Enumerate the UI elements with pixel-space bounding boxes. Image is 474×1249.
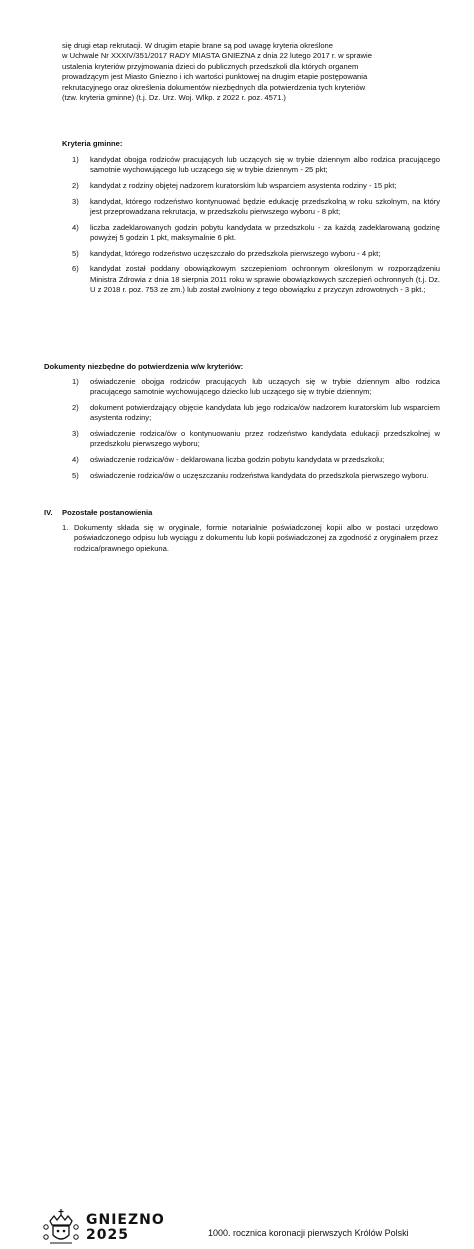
item-text: oświadczenie rodzica/ów o uczęszczaniu rodzeństwa kandydata do przedszkola pierwszego wyboru. <box>90 470 429 480</box>
list-item <box>62 264 440 295</box>
item-number: 3) <box>72 429 79 438</box>
item-number: 3) <box>72 196 79 206</box>
item-number: 2) <box>72 181 79 190</box>
item-number: 1. <box>62 523 69 532</box>
logo-line2: 2025 <box>86 1227 129 1243</box>
item-text: oświadczenie obojga rodziców pracujących lub uczących się w trybie dziennym albo rodzica pracującego samotnie wychowującego dziecko lub uczącego się w trybie dziennym; <box>90 377 440 397</box>
list-item <box>62 155 440 176</box>
section-number: IV. <box>44 508 53 517</box>
item-text: oświadczenie rodzica/ów o kontynuowaniu przez rodzeństwo kandydata edukacji przedszkolnej w przedszkolu pierwszego wyboru; <box>90 429 440 449</box>
item-text: kandydat obojga rodziców pracujących lub uczących się w trybie dziennym albo rodzica pracującego samotnie wychowującego lub uczącego się w trybie dziennym - 25 pkt; <box>90 155 440 175</box>
list-item <box>62 181 440 191</box>
documents-list <box>62 377 440 486</box>
documents-heading: Dokumenty niezbędne do potwierdzenia w/w kryteriów: <box>44 362 244 371</box>
list-item <box>62 455 440 465</box>
section-heading <box>44 508 152 518</box>
item-number: 5) <box>72 470 79 480</box>
list-item <box>62 249 440 259</box>
intro-line: w Uchwale Nr XXXIV/351/2017 RADY MIASTA GNIEZNA z dnia 22 lutego 2017 r. w sprawie <box>62 51 372 61</box>
item-text: kandydat z rodziny objętej nadzorem kuratorskim lub wsparciem asystenta rodziny - 15 pkt; <box>90 181 397 190</box>
logo-line1: GNIEZNO <box>86 1212 165 1228</box>
item-number: 5) <box>72 248 79 258</box>
list-item <box>62 197 440 218</box>
list-item <box>62 523 438 554</box>
item-number: 2) <box>72 403 79 412</box>
section-list <box>62 523 438 554</box>
item-number: 4) <box>72 455 79 464</box>
list-item <box>62 403 440 424</box>
section-title: Pozostałe postanowienia <box>62 508 153 517</box>
item-text: kandydat został poddany obowiązkowym szczepieniom ochronnym określonym w rozporządzeniu Ministra Zdrowia z dnia 18 sierpnia 2011 roku w sprawie obowiązkowych szczepień ochronnych (t.j. Dz. U z 2018 r. poz. 753 ze zm.) lub został zwolniony z tego obowiązku z przyczyn zdrowotnych - 3 pkt.; <box>90 264 440 294</box>
item-text: liczba zadeklarowanych godzin pobytu kandydata w przedszkolu - za każdą zadeklarowaną godzinę powyżej 5 godzin 1 pkt, maksymalnie 6 pkt. <box>90 222 440 242</box>
item-number: 1) <box>72 155 79 164</box>
item-number: 6) <box>72 264 79 274</box>
page-footer <box>0 600 474 1243</box>
logo-wordmark <box>86 1213 165 1243</box>
criteria-list <box>62 155 440 301</box>
intro-line: rekrutacyjnego oraz określenia dokumentów niezbędnych dla potwierdzenia tych kryteriów <box>62 82 366 92</box>
item-text: kandydat, którego rodzeństwo kontynuować będzie edukację przedszkolną w roku szkolnym, na który jest przeprowadzana rekrutacja, w przedszkolu pierwszego wyboru - 8 pkt; <box>90 196 440 216</box>
item-number: 4) <box>72 222 79 232</box>
item-number: 1) <box>72 377 79 386</box>
intro-line: ustalenia kryteriów przyjmowania dzieci do publicznych przedszkoli dla których organem <box>62 61 359 71</box>
intro-paragraph <box>62 41 438 103</box>
list-item <box>62 429 440 450</box>
criteria-heading: Kryteria gminne: <box>62 139 123 148</box>
list-item <box>62 377 440 398</box>
item-text: oświadczenie rodzica/ów - deklarowana liczba godzin pobytu kandydata w przedszkolu; <box>90 455 385 464</box>
item-text: dokument potwierdzający objęcie kandydata lub jego rodzica/ów nadzorem kuratorskim lub wsparciem asystenta rodziny; <box>90 403 440 423</box>
intro-line: (tzw. kryteria gminne) (t.j. Dz. Urz. Woj. Wlkp. z 2022 r. poz. 4571.) <box>62 93 286 103</box>
list-item <box>62 223 440 244</box>
item-text: Dokumenty składa się w oryginale, formie notarialnie poświadczonej kopii albo w postaci urzędowo poświadczonego odpisu lub wyciągu z dokumentu lub kopii poświadczonej za zgodność z oryginałem przez rodzica/prawnego opiekuna. <box>74 523 438 553</box>
intro-line: się drugi etap rekrutacji. W drugim etapie brane są pod uwagę kryteria określone <box>62 41 333 50</box>
intro-line: prowadzącym jest Miasto Gniezno i ich wartości punktowej na drugim etapie postępowania <box>62 72 368 82</box>
item-text: kandydat, którego rodzeństwo uczęszczało do przedszkola pierwszego wyboru - 4 pkt; <box>90 248 381 258</box>
list-item <box>62 471 440 481</box>
footer-tagline: 1000. rocznica koronacji pierwszych Królów Polski <box>208 1228 409 1238</box>
